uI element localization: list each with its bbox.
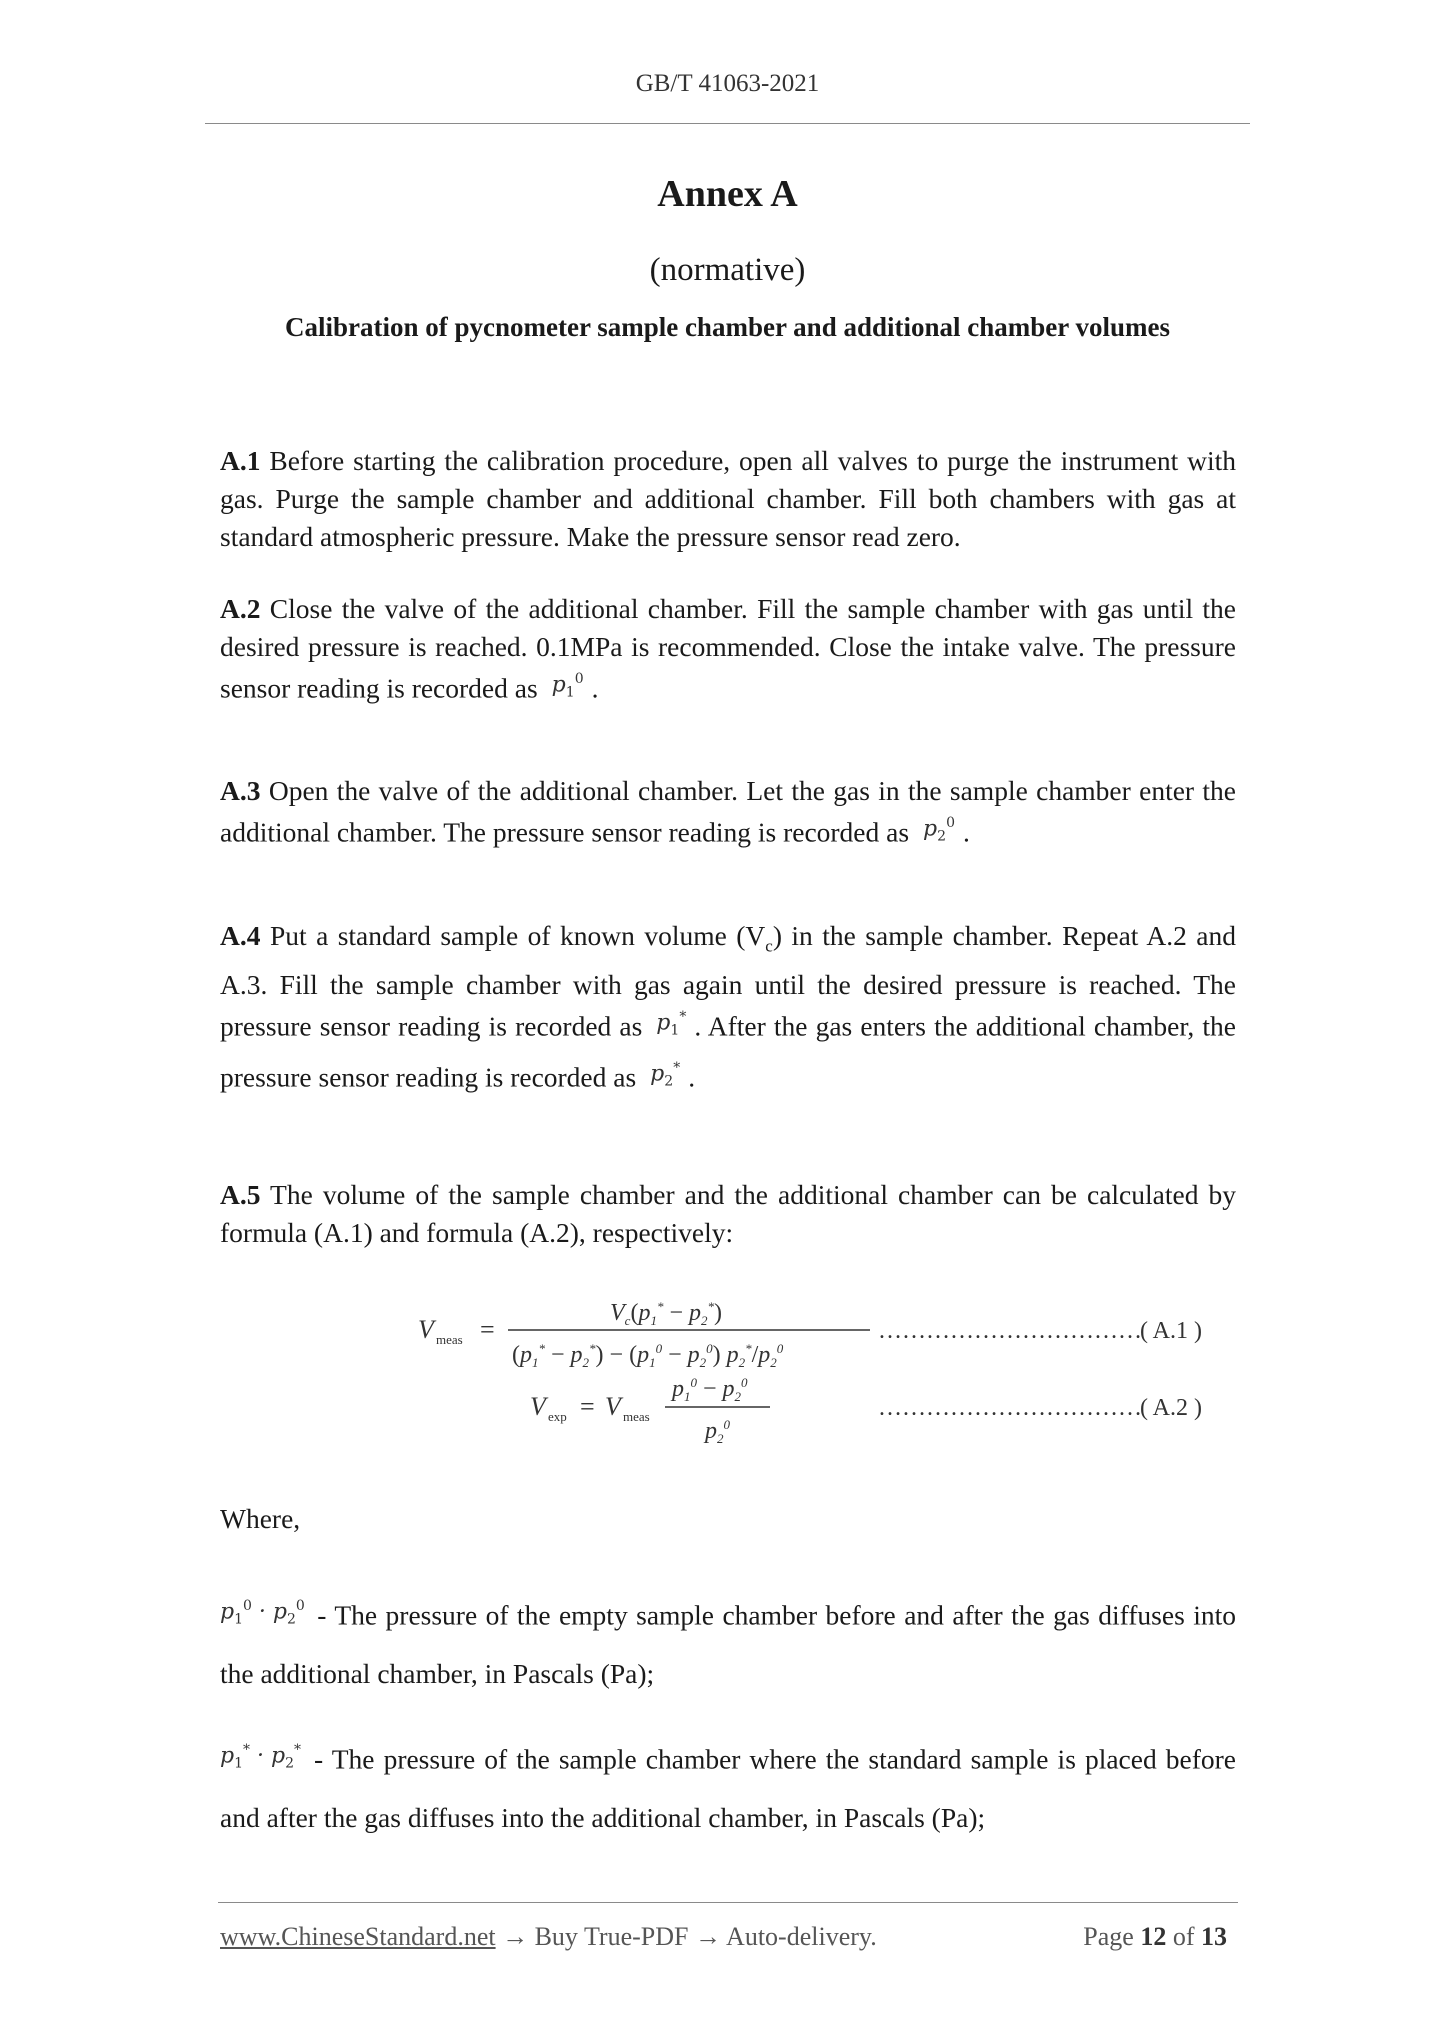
svg-text:V: V xyxy=(418,1315,434,1344)
annex-caption: Calibration of pycnometer sample chamber and additional chamber volumes xyxy=(284,312,1170,342)
clause-text: Close the valve of the additional chamber. Fill the sample chamber with gas until the desired pressure is reached. 0.1MPa is recommended. Close the intake valve. The pressure sensor reading is recorded as xyxy=(220,593,1236,704)
page-indicator: Page 12 of 13 xyxy=(1083,1922,1227,1951)
formula-a2 xyxy=(530,1375,1202,1446)
formula-a2-label: ( A.2 ) xyxy=(1140,1395,1202,1421)
svg-text:Vc(p1* − p2*): $V_c(p_1^* - p_2^*)$ xyxy=(610,1299,722,1328)
footer-rule xyxy=(218,1902,1238,1903)
clause-number: A.4 xyxy=(220,920,261,951)
symbol-p2-star: $p_2^*$ xyxy=(650,1060,681,1090)
clause-text: Before starting the calibration procedure, open all valves to purge the instrument with gas. Purge the sample chamber and additional chamber. Fill both chambers with gas at standard atmospheric pressure. Make the pressure sensor read zero. xyxy=(220,445,1236,552)
clause-a3: A.3 Open the valve of the additional chamber. Let the gas in the sample chamber enter the additional chamber. The pressure sensor reading is recorded as $p_2^0$ . xyxy=(220,772,1236,862)
website-link[interactable]: www.ChineseStandard.net xyxy=(220,1922,496,1951)
clause-text: The volume of the sample chamber and the additional chamber can be calculated by formula (A.1) and formula (A.2), respectively: xyxy=(220,1179,1236,1248)
svg-text:=: = xyxy=(480,1315,495,1344)
definition-item xyxy=(220,1732,1236,1842)
symbol-p1-0-p2-0: $p_1^0 \cdot p_2^0$ xyxy=(220,1598,305,1628)
clause-number: A.2 xyxy=(220,593,261,624)
svg-text:V: V xyxy=(530,1392,546,1421)
clause-a1 xyxy=(220,442,1236,556)
document-header: GB/T 41063-2021 xyxy=(635,70,820,97)
formula-a1-label: ( A.1 ) xyxy=(1140,1318,1202,1344)
svg-text:meas: meas xyxy=(436,1332,463,1347)
footer-promo-text: → Buy True-PDF → Auto-delivery. xyxy=(495,1922,877,1951)
formula-a1 xyxy=(418,1299,1202,1370)
symbol-p2-0: $p_2^0$ xyxy=(923,815,955,845)
footer-promo xyxy=(220,1922,877,1952)
symbol-p1-star: $p_1^*$ xyxy=(656,1008,687,1039)
svg-text:p20: $p_2^0$ xyxy=(705,1417,730,1446)
clause-a2: A.2 Close the valve of the additional chamber. Fill the sample chamber with gas until the desired pressure is reached. 0.1MPa is recommended. Close the intake valve. The pressure sensor reading is recorded as $p_1^0$ . xyxy=(220,590,1236,718)
svg-text:meas: meas xyxy=(623,1409,650,1424)
clause-a4: A.4 Put a standard sample of known volume $(V_c)$ in the sample chamber. Repeat A.2 and A.3. Fill the sample chamber with gas again until the desired pressure is reached. The pressure sensor reading is recorded as $p_1^*$ . After the gas enters the additional chamber, the pressure sensor reading is recorded as $p_2^*$ . xyxy=(220,917,1236,1107)
header-rule xyxy=(205,123,1250,124)
total-pages: 13 xyxy=(1201,1922,1227,1951)
where-label: Where, xyxy=(220,1503,301,1534)
svg-text:(p1* − p2*) − (p10 − p20) p2*/: $(p_1^* - p_2^*) - (p_1^0 - p_2^0)$ $p_2^*/p_2^0$ xyxy=(512,1341,784,1370)
definition-text: - The pressure of the sample chamber where the standard sample is placed before and after the gas diffuses into the additional chamber, in Pascals (Pa); xyxy=(220,1743,1236,1833)
annex-title: Annex A xyxy=(657,173,798,215)
current-page: 12 xyxy=(1140,1922,1167,1951)
formula-block xyxy=(400,1290,1240,1450)
definition-text: - The pressure of the empty sample chamber before and after the gas diffuses into the additional chamber, in Pascals (Pa); xyxy=(220,1599,1236,1689)
definition-item xyxy=(220,1588,1236,1698)
symbol-p1-star-p2-star: $p_1^* \cdot p_2^*$ xyxy=(220,1742,301,1772)
clause-number: A.3 xyxy=(220,775,261,806)
symbol-p1-0: $p_1^0$ xyxy=(551,671,584,701)
formula-a1-leader: …………………………… xyxy=(878,1318,1142,1344)
annex-type: (normative) xyxy=(649,252,806,288)
svg-text:p10 − p20: $p_1^0 - p_2^0$ xyxy=(672,1375,748,1404)
clause-text: Open the valve of the additional chamber. Let the gas in the sample chamber enter the additional chamber. The pressure sensor reading is recorded as xyxy=(220,775,1236,848)
formula-a2-leader: …………………………… xyxy=(878,1395,1142,1421)
svg-text:exp: exp xyxy=(548,1409,567,1424)
clause-number: A.5 xyxy=(220,1179,261,1210)
clause-a5 xyxy=(220,1176,1236,1252)
svg-text:=: = xyxy=(580,1392,595,1421)
svg-text:V: V xyxy=(605,1392,621,1421)
clause-number: A.1 xyxy=(220,445,261,476)
